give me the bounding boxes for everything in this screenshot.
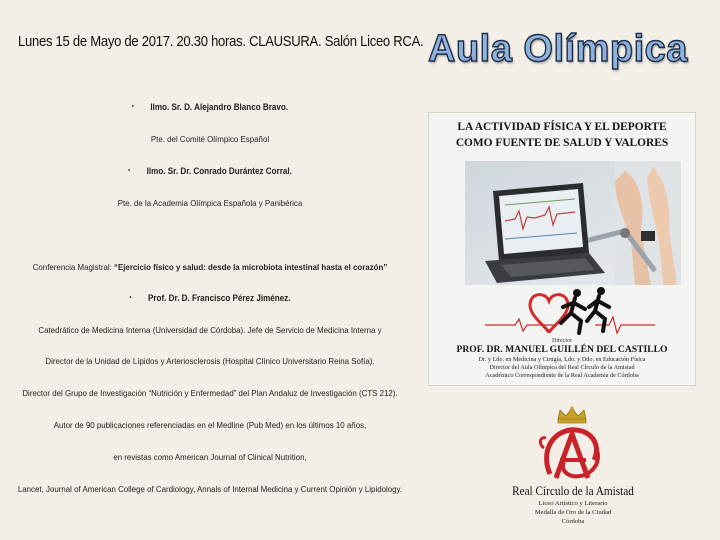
director-credential: Director del Aula Olímpica del Real Círculo de la Amistad — [489, 364, 635, 371]
bio-line: en revistas como American Journal of Clinical Nutrition, — [113, 452, 307, 462]
bio-line: Director del Grupo de Investigación “Nutrición y Enfermedad” del Plan Andaluz de Investigación (CTS 212). — [22, 388, 398, 398]
aula-olimpica-title: Aula Olímpica — [428, 28, 688, 70]
conference-title: “Ejercicio físico y salud: desde la microbiota intestinal hasta el corazón” — [114, 262, 388, 272]
institution-subline: Liceo Artístico y Literario — [538, 500, 608, 507]
speaker2-role: Pte. de la Academia Olímpica Española y Panibérica — [117, 198, 303, 208]
bullet-icon: • — [131, 104, 134, 110]
bio-line: Lancet, Journal of American College of Cardiology, Annals of Internal Medicina y Current Opinión y Lipidology. — [17, 484, 403, 494]
speaker3-line — [17, 293, 403, 303]
conference-line — [17, 262, 403, 272]
speaker2-line — [17, 166, 403, 176]
speaker1-role: Pte. del Comité Olímpico Español — [150, 134, 270, 144]
poster-title-line2: COMO FUENTE DE SALUD Y VALORES — [455, 137, 669, 149]
real-circulo-logo-icon — [536, 404, 608, 484]
bio-line: Autor de 90 publicaciones referenciadas en el Medline (Pub Med) en los últimos 10 años, — [53, 420, 367, 430]
bullet-icon: • — [128, 168, 131, 174]
speaker1-line — [17, 102, 403, 112]
director-credential: Dr. y Ldo. en Medicina y Cirugía, Ldo. y Ddo. en Educación Física — [478, 356, 646, 363]
institution-name: Real Círculo de la Amistad — [512, 484, 634, 498]
poster-title-line1: LA ACTIVIDAD FÍSICA Y EL DEPORTE — [457, 121, 667, 133]
event-headline: Lunes 15 de Mayo de 2017. 20.30 horas. CLAUSURA. Salón Liceo RCA. — [18, 34, 424, 50]
bullet-icon: • — [129, 295, 132, 301]
speaker3-name: Prof. Dr. D. Francisco Pérez Jiménez. — [147, 293, 291, 303]
bio-line: Director de la Unidad de Lípidos y Arteriosclerosis (Hospital Clínico Universitario Reina Sofía). — [45, 356, 375, 366]
director-credential: Académico Correspondiente de la Real Academia de Córdoba — [485, 372, 639, 379]
director-label: Director — [552, 338, 572, 344]
speaker1-name: Ilmo. Sr. D. Alejandro Blanco Bravo. — [150, 102, 289, 112]
bio-line: Catedrático de Medicina Interna (Universidad de Córdoba). Jefe de Servicio de Medicina Interna y — [38, 325, 382, 335]
conference-prefix: Conferencia Magistral: — [32, 262, 115, 272]
institution-subline: Córdoba — [561, 518, 585, 525]
book-cover — [428, 112, 696, 386]
director-name: PROF. DR. MANUEL GUILLÉN DEL CASTILLO — [456, 344, 668, 355]
institution-subline: Medalla de Oro de la Ciudad — [534, 509, 612, 516]
speaker2-name: Ilmo. Sr. Dr. Conrado Durántez Corral. — [146, 166, 292, 176]
laptop-treadmill-photo — [465, 161, 681, 285]
heart-runners-emblem — [485, 285, 655, 343]
